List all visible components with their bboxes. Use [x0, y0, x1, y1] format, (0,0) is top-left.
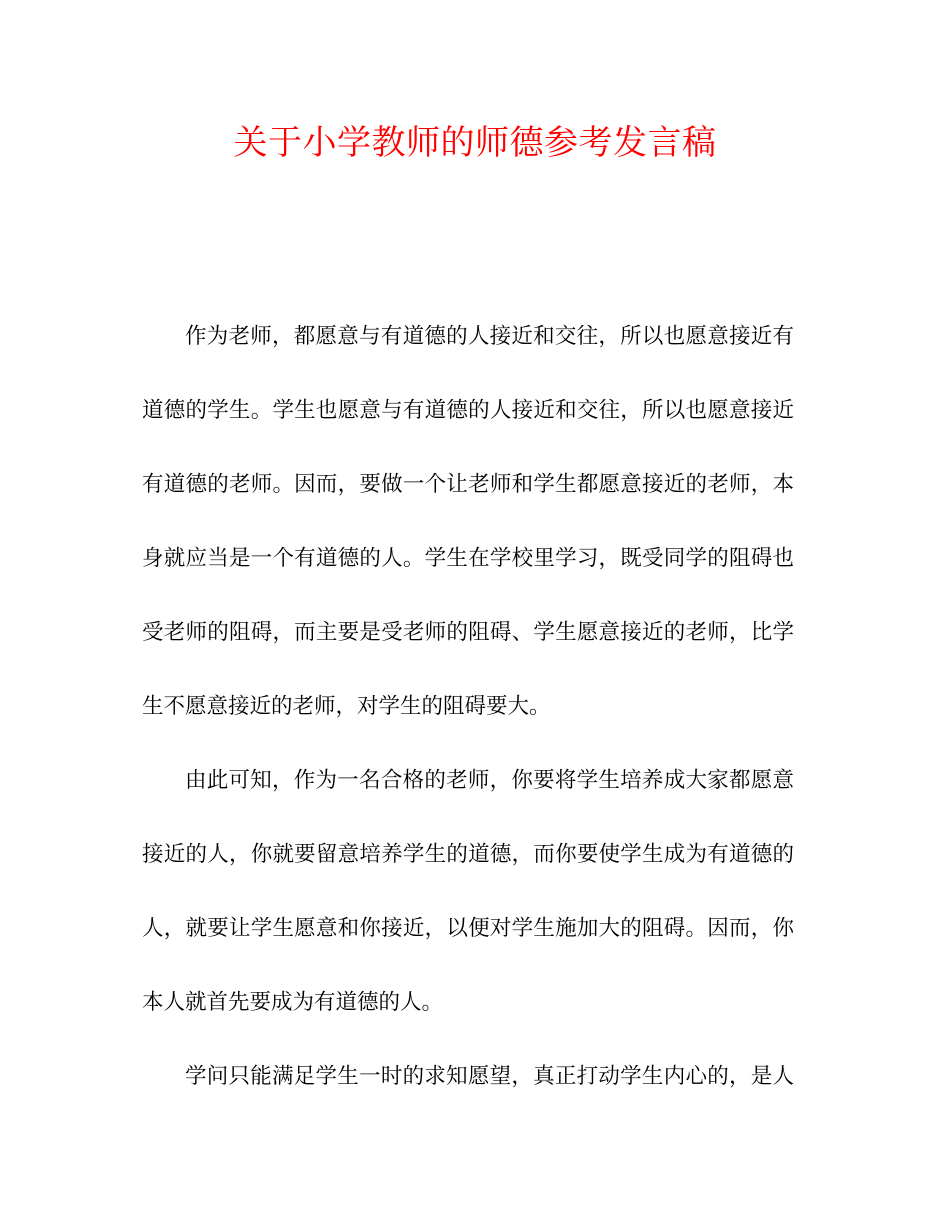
paragraph-line: 人，就要让学生愿意和你接近，以便对学生施加大的阻碍。因而，你: [142, 916, 794, 941]
paragraph-line: 本人就首先要成为有道德的人。: [142, 990, 444, 1015]
document-title: 关于小学教师的师德参考发言稿: [233, 123, 717, 163]
paragraph-line: 学问只能满足学生一时的求知愿望，真正打动学生内心的，是人: [185, 1064, 794, 1089]
document-body: [142, 318, 794, 1132]
paragraph-line: 作为老师，都愿意与有道德的人接近和交往，所以也愿意接近有: [185, 324, 794, 349]
paragraph-line: 由此可知，作为一名合格的老师，你要将学生培养成大家都愿意: [185, 768, 794, 793]
paragraph-line: 身就应当是一个有道德的人。学生在学校里学习，既受同学的阻碍也: [142, 546, 794, 571]
paragraph-line: 接近的人，你就要留意培养学生的道德，而你要使学生成为有道德的: [142, 842, 794, 867]
paragraph-line: 有道德的老师。因而，要做一个让老师和学生都愿意接近的老师，本: [142, 472, 794, 497]
paragraph-line: 道德的学生。学生也愿意与有道德的人接近和交往，所以也愿意接近: [142, 398, 794, 423]
paragraph-3: [142, 1058, 794, 1095]
paragraph-line: 受老师的阻碍，而主要是受老师的阻碍、学生愿意接近的老师，比学: [142, 620, 794, 645]
paragraph-2: [142, 762, 794, 1021]
paragraph-1: [142, 318, 794, 725]
paragraph-line: 生不愿意接近的老师，对学生的阻碍要大。: [142, 694, 551, 719]
